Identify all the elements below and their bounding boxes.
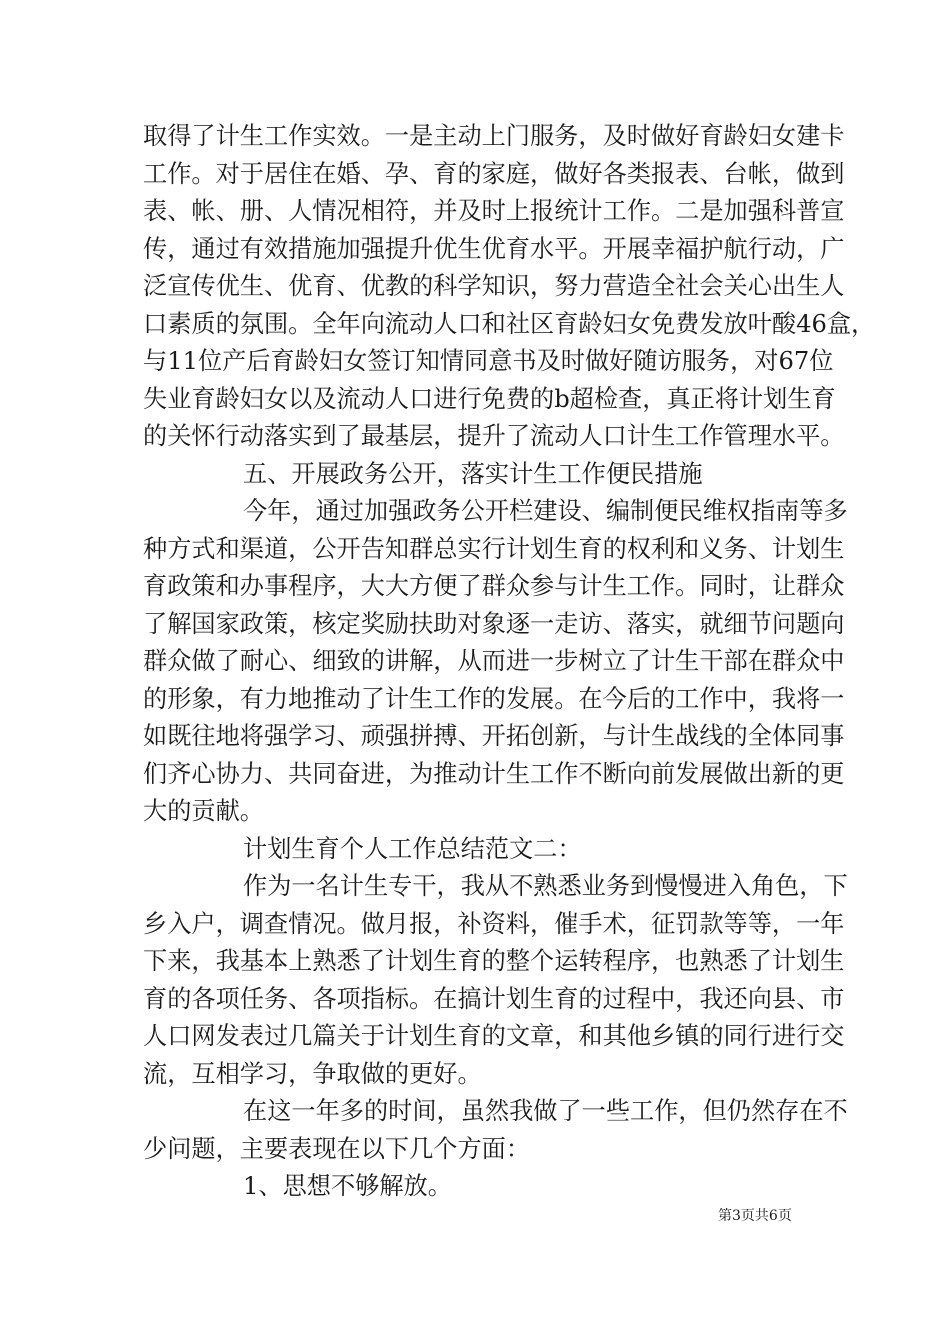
text-line: 育的各项任务、各项指标。在搞计划生育的过程中，我还向县、市 [143, 984, 845, 1013]
text-line: 们齐心协力、共同奋进，为推动计生工作不断向前发展做出新的更 [143, 759, 845, 788]
text-line: 了解国家政策，核定奖励扶助对象逐一走访、落实，就细节问题向 [143, 609, 845, 638]
text-line: 失业育龄妇女以及流动人口进行免费的b超检查，真正将计划生育 [143, 384, 836, 413]
text-line: 1、思想不够解放。 [243, 1172, 452, 1200]
text-line: 的形象，有力地推动了计生工作的发展。在今后的工作中，我将一 [143, 684, 845, 713]
text-line: 群众做了耐心、细致的讲解，从而进一步树立了计生干部在群众中 [143, 647, 845, 675]
text-line: 今年，通过加强政务公开栏建设、编制便民维权指南等多 [243, 497, 848, 525]
text-line: 计划生育个人工作总结范文二： [243, 834, 582, 863]
text-line: 口素质的氛围。全年向流动人口和社区育龄妇女免费发放叶酸46盒， [143, 309, 876, 338]
text-line: 流，互相学习，争取做的更好。 [143, 1059, 482, 1088]
text-line: 少问题，主要表现在以下几个方面： [143, 1134, 531, 1163]
text-line: 的关怀行动落实到了最基层，提升了流动人口计生工作管理水平。 [143, 422, 845, 450]
text-line: 下来，我基本上熟悉了计划生育的整个运转程序，也熟悉了计划生 [143, 947, 845, 975]
text-line: 工作。对于居住在婚、孕、育的家庭，做好各类报表、台帐，做到 [143, 159, 845, 188]
document-body [143, 118, 876, 1206]
text-line: 与11位产后育龄妇女签订知情同意书及时做好随访服务，对67位 [143, 347, 834, 375]
text-line: 传，通过有效措施加强提升优生优育水平。开展幸福护航行动，广 [143, 234, 845, 263]
text-line: 人口网发表过几篇关于计划生育的文章，和其他乡镇的同行进行交 [143, 1022, 845, 1050]
text-line: 五、开展政务公开，落实计生工作便民措施 [243, 459, 703, 488]
page-footer: 第3页共6页 [718, 1208, 792, 1224]
text-line: 取得了计生工作实效。一是主动上门服务，及时做好育龄妇女建卡 [143, 122, 845, 150]
text-line: 在这一年多的时间，虽然我做了一些工作，但仍然存在不 [243, 1097, 848, 1125]
text-line: 泛宣传优生、优育、优教的科学知识，努力营造全社会关心出生人 [143, 272, 845, 300]
text-line: 种方式和渠道，公开告知群总实行计划生育的权利和义务、计划生 [143, 534, 845, 563]
text-line: 大的贡献。 [143, 797, 264, 825]
text-line: 乡入户，调查情况。做月报，补资料，催手术，征罚款等等，一年 [143, 909, 845, 938]
text-line: 作为一名计生专干，我从不熟悉业务到慢慢进入角色，下 [243, 872, 848, 900]
text-line: 表、帐、册、人情况相符，并及时上报统计工作。二是加强科普宣 [143, 197, 845, 225]
text-line: 育政策和办事程序，大大方便了群众参与计生工作。同时，让群众 [143, 572, 845, 600]
text-line: 如既往地将强学习、顽强拼搏、开拓创新，与计生战线的全体同事 [143, 722, 845, 750]
